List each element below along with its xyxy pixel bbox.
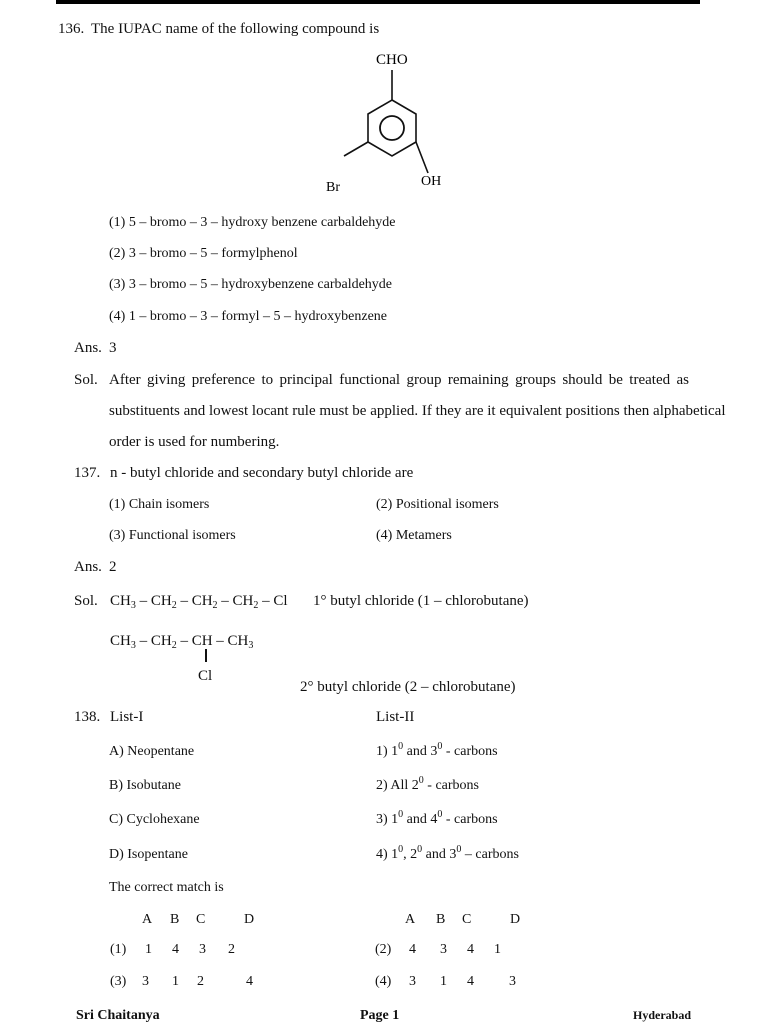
sec-butyl-bond	[205, 649, 207, 662]
list2-item-2: 2) All $2^0$ - carbons	[376, 775, 479, 793]
col-a-right: A	[405, 912, 416, 927]
q136-stem: The IUPAC name of the following compound is	[91, 21, 380, 37]
q138-option-4-d: 3	[509, 974, 516, 989]
q138-option-2-c: 4	[467, 942, 474, 957]
col-d-right: D	[510, 912, 521, 927]
q136-option-2: (2) 3 – bromo – 5 – formylphenol	[109, 246, 298, 261]
q136-option-3: (3) 3 – bromo – 5 – hydroxybenzene carbaldehyde	[109, 277, 393, 292]
q138-number: 138.	[74, 709, 101, 725]
primary-butyl-note: 1° butyl chloride (1 – chlorobutane)	[313, 593, 529, 609]
q136-option-4: (4) 1 – bromo – 3 – formyl – 5 – hydroxybenzene	[109, 309, 387, 324]
col-d-left: D	[244, 912, 255, 927]
q138-option-4-b: 1	[440, 974, 447, 989]
sec-butyl-chloride-formula: $CH_3 - CH_2$ – CH – $CH_3$	[110, 633, 254, 651]
q137-sol-label: Sol.	[74, 593, 98, 609]
cho-label: CHO	[376, 52, 408, 68]
footer-city: Hyderabad	[633, 1008, 692, 1022]
q136-sol-label: Sol.	[74, 372, 98, 388]
list1-title: List-I	[110, 709, 144, 725]
list1-item-b: B) Isobutane	[109, 778, 181, 793]
q136-sol-line-1: After giving preference to principal functional group remaining groups should be treated as	[109, 372, 689, 388]
q137-option-4: (4) Metamers	[376, 528, 452, 543]
q138-option-1-d: 2	[228, 942, 235, 957]
list2-title: List-II	[376, 709, 415, 725]
q137-ans-value: 2	[109, 559, 117, 575]
sec-butyl-cl: Cl	[198, 668, 213, 684]
list2-item-4: 4) $1^0$, $2^0$ and $3^0$ – carbons	[376, 844, 519, 862]
q138-option-1-a: 1	[145, 942, 152, 957]
q138-option-1-b: 4	[172, 942, 179, 957]
q136-option-1: (1) 5 – bromo – 3 – hydroxy benzene carbaldehyde	[109, 215, 396, 230]
col-c-left: C	[196, 912, 206, 927]
list1-item-c: C) Cyclohexane	[109, 812, 200, 827]
q138-option-3-a: 3	[142, 974, 149, 989]
q136-ans-value: 3	[109, 340, 117, 356]
q137-ans-label: Ans.	[74, 559, 102, 575]
q137-option-1: (1) Chain isomers	[109, 497, 210, 512]
list1-item-d: D) Isopentane	[109, 847, 188, 862]
col-b-right: B	[436, 912, 446, 927]
oh-label: OH	[421, 174, 442, 189]
footer-institute: Sri Chaitanya	[76, 1008, 160, 1023]
match-label: The correct match is	[109, 880, 224, 895]
q137-stem: n - butyl chloride and secondary butyl chloride are	[110, 465, 414, 481]
q138-option-4-c: 4	[467, 974, 474, 989]
q138-option-4-label: (4)	[375, 974, 392, 989]
q138-option-4-a: 3	[409, 974, 416, 989]
q137-number: 137.	[74, 465, 101, 481]
q138-option-2-a: 4	[409, 942, 416, 957]
list2-item-1: 1) $1^0$ and $3^0$ - carbons	[376, 741, 498, 759]
col-c-right: C	[462, 912, 472, 927]
q136-sol-line-3: order is used for numbering.	[109, 434, 280, 450]
q138-option-3-d: 4	[246, 974, 253, 989]
n-butyl-chloride-formula: $CH_3 - CH_2 - CH_2 - CH_2$ – Cl	[110, 593, 288, 611]
footer-page-number: Page 1	[360, 1008, 400, 1023]
q136-sol-line-2: substituents and lowest locant rule must be applied. If they are it equivalent positions then alphabetical	[109, 403, 726, 419]
q138-option-2-d: 1	[494, 942, 501, 957]
list1-item-a: A) Neopentane	[109, 744, 195, 759]
q138-option-2-label: (2)	[375, 942, 392, 957]
secondary-butyl-note: 2° butyl chloride (2 – chlorobutane)	[300, 679, 516, 695]
list2-item-3: 3) $1^0$ and $4^0$ - carbons	[376, 809, 498, 827]
q136-ans-label: Ans.	[74, 340, 102, 356]
q138-option-1-c: 3	[199, 942, 206, 957]
q138-option-2-b: 3	[440, 942, 447, 957]
q137-option-3: (3) Functional isomers	[109, 528, 236, 543]
q136-number: 136.	[58, 21, 85, 37]
col-b-left: B	[170, 912, 180, 927]
q138-option-3-b: 1	[172, 974, 179, 989]
q138-option-3-c: 2	[197, 974, 204, 989]
col-a-left: A	[142, 912, 153, 927]
top-rule	[56, 0, 700, 4]
br-label: Br	[326, 180, 340, 195]
q138-option-1-label: (1)	[110, 942, 127, 957]
benzaldehyde-structure	[320, 45, 460, 200]
q138-option-3-label: (3)	[110, 974, 127, 989]
q137-option-2: (2) Positional isomers	[376, 497, 499, 512]
